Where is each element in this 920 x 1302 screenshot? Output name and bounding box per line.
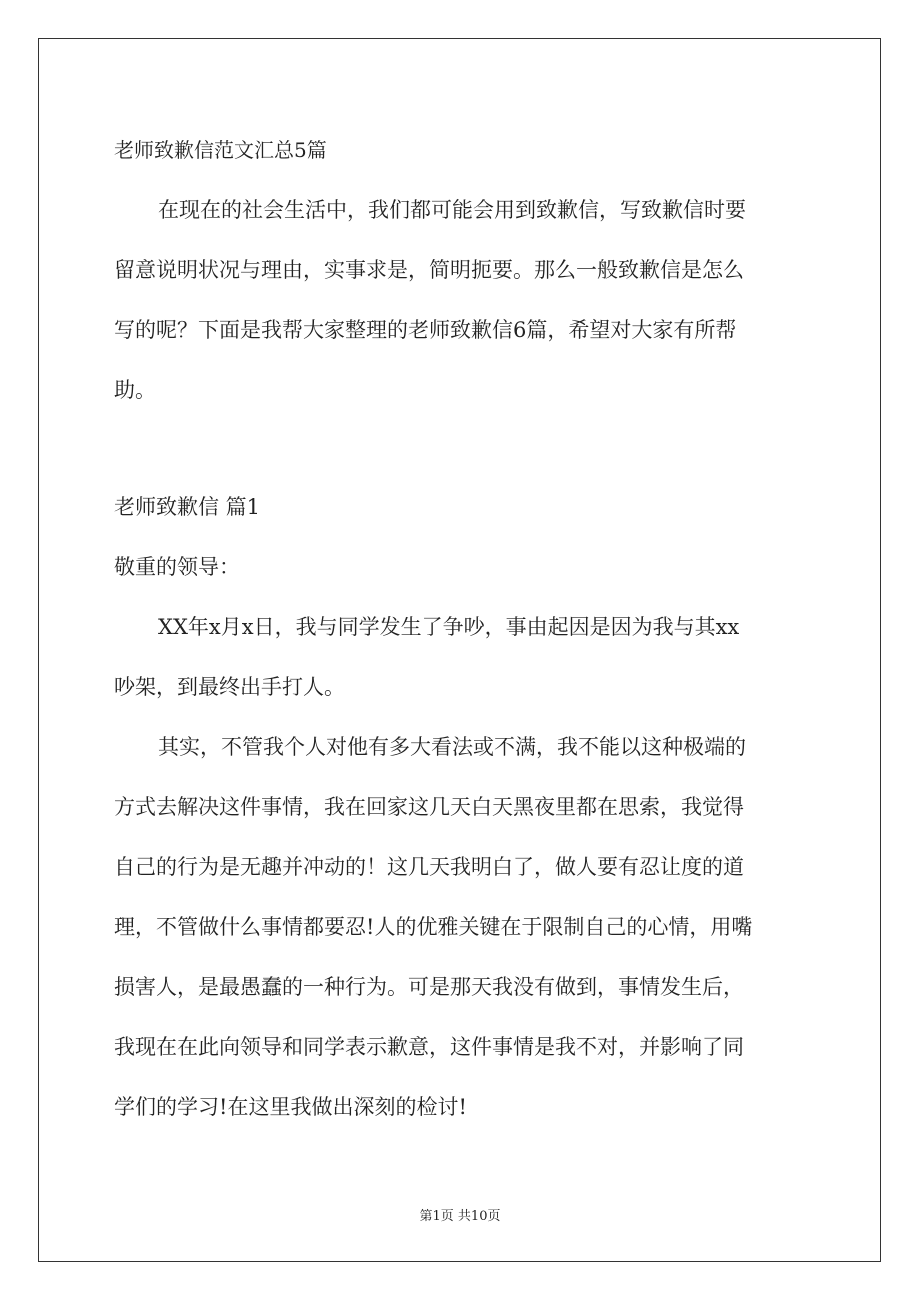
- document-title: 老师致歉信范文汇总5篇: [114, 138, 327, 162]
- intro-line: 留意说明状况与理由，实事求是，简明扼要。那么一般致歉信是怎么: [114, 258, 744, 282]
- page-footer: 第1页 共10页: [419, 1209, 501, 1224]
- paragraph-line: 其实，不管我个人对他有多大看法或不满，我不能以这种极端的: [158, 735, 746, 759]
- paragraph-line: XX年x月x日，我与同学发生了争吵，事由起因是因为我与其xx: [158, 615, 740, 639]
- paragraph-line: 自己的行为是无趣并冲动的！这几天我明白了，做人要有忍让度的道: [114, 855, 744, 879]
- document-body: [114, 120, 810, 1137]
- paragraph-line: 理，不管做什么事情都要忍!人的优雅关键在于限制自己的心情，用嘴: [114, 915, 753, 939]
- spacer: [114, 420, 810, 477]
- salutation: 敬重的领导：: [114, 555, 240, 579]
- paragraph-line: 学们的学习!在这里我做出深刻的检讨!: [114, 1095, 467, 1119]
- paragraph-line: 损害人，是最愚蠢的一种行为。可是那天我没有做到，事情发生后，: [114, 975, 744, 999]
- section-heading: 老师致歉信 篇1: [114, 495, 261, 519]
- paragraph-line: 我现在在此向领导和同学表示歉意，这件事情是我不对，并影响了同: [114, 1035, 744, 1059]
- intro-line: 写的呢？下面是我帮大家整理的老师致歉信6篇，希望对大家有所帮: [114, 318, 737, 342]
- paragraph-line: 方式去解决这件事情，我在回家这几天白天黑夜里都在思索，我觉得: [114, 795, 744, 819]
- paragraph-line: 吵架，到最终出手打人。: [114, 675, 345, 699]
- intro-line: 在现在的社会生活中，我们都可能会用到致歉信，写致歉信时要: [158, 198, 746, 222]
- intro-line: 助。: [114, 378, 156, 402]
